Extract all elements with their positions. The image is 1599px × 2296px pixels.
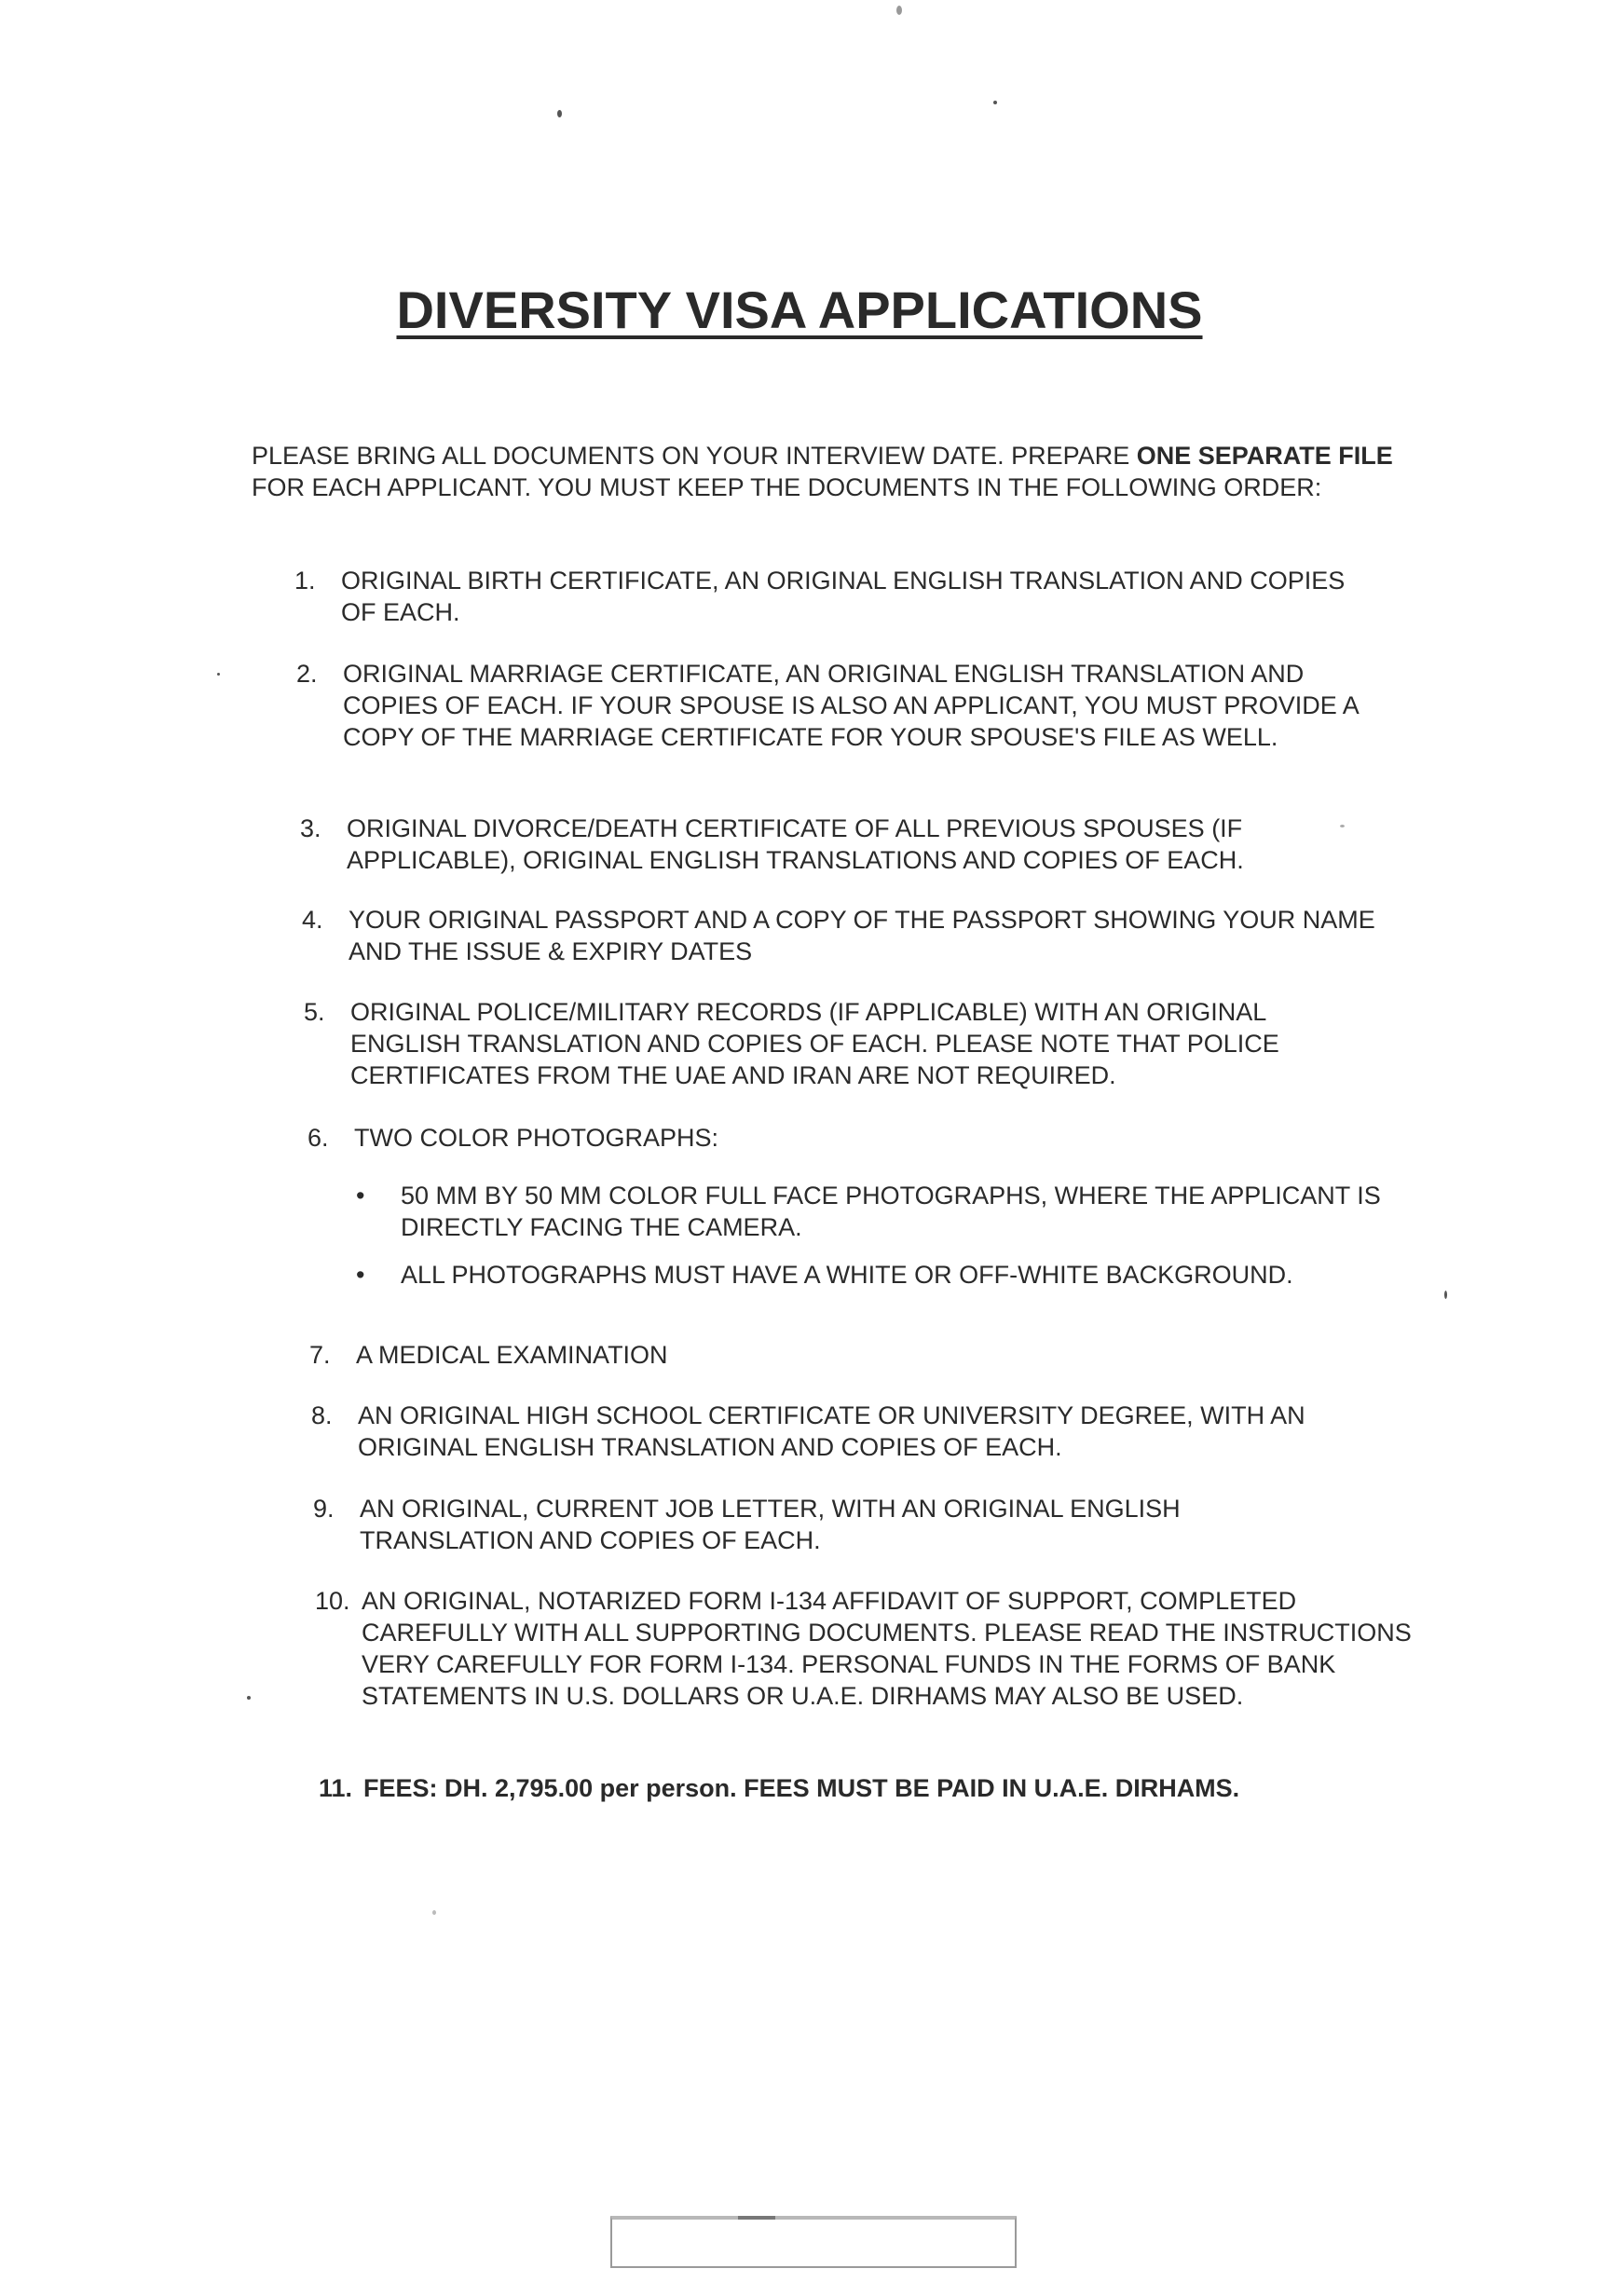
item-text: FEES: DH. 2,795.00 per person. FEES MUST BE PAID IN U.A.E. DIRHAMS. xyxy=(363,1774,1240,1802)
scan-speck xyxy=(432,1910,436,1915)
bullet-item xyxy=(356,1259,1407,1291)
list-item xyxy=(302,904,1401,967)
page-title: DIVERSITY VISA APPLICATIONS xyxy=(396,280,1203,339)
list-item xyxy=(308,1122,1360,1154)
item-text: AN ORIGINAL, CURRENT JOB LETTER, WITH AN ORIGINAL ENGLISH TRANSLATION AND COPIES OF EACH. xyxy=(360,1495,1181,1554)
list-item xyxy=(296,658,1396,753)
bullet-item xyxy=(356,1180,1407,1243)
item-number: 10. xyxy=(315,1587,350,1615)
bullet-text: 50 MM BY 50 MM COLOR FULL FACE PHOTOGRAPHS, WHERE THE APPLICANT IS DIRECTLY FACING THE CAMERA. xyxy=(401,1182,1381,1241)
item-text: A MEDICAL EXAMINATION xyxy=(356,1341,668,1369)
bullet-text: ALL PHOTOGRAPHS MUST HAVE A WHITE OR OFF-WHITE BACKGROUND. xyxy=(401,1261,1293,1289)
bullet-marker: • xyxy=(356,1182,365,1210)
item-text: ORIGINAL DIVORCE/DEATH CERTIFICATE OF ALL PREVIOUS SPOUSES (IF APPLICABLE), ORIGINAL ENGLISH TRANSLATIONS AND COPIES OF EACH. xyxy=(347,814,1244,874)
list-item xyxy=(304,996,1366,1091)
scan-speck xyxy=(247,1696,251,1700)
item-number: 6. xyxy=(308,1124,329,1152)
item-number: 8. xyxy=(311,1401,333,1429)
item-text: ORIGINAL BIRTH CERTIFICATE, AN ORIGINAL ENGLISH TRANSLATION AND COPIES OF EACH. xyxy=(341,567,1346,626)
emphasis-one: ONE xyxy=(1136,442,1192,470)
item-text: AN ORIGINAL, NOTARIZED FORM I-134 AFFIDAVIT OF SUPPORT, COMPLETED CAREFULLY WITH ALL SUPPORTING DOCUMENTS. PLEASE READ THE INSTRUCTIONS VERY CAREFULLY FOR FORM I-134. PERSONAL FUNDS IN THE FORMS OF BANK STATEMENTS IN U.S. DOLLARS OR U.A.E. DIRHAMS MAY ALSO BE USED. xyxy=(362,1587,1412,1710)
list-item-fees xyxy=(319,1772,1416,1804)
item-number: 4. xyxy=(302,906,323,934)
item-number: 2. xyxy=(296,660,318,688)
scan-speck xyxy=(557,110,562,117)
item-number: 11. xyxy=(319,1774,353,1802)
scan-speck xyxy=(896,6,902,15)
item-text: ORIGINAL POLICE/MILITARY RECORDS (IF APPLICABLE) WITH AN ORIGINAL ENGLISH TRANSLATION AND COPIES OF EACH. PLEASE NOTE THAT POLICE CERTIFICATES FROM THE UAE AND IRAN ARE NOT REQUIRED. xyxy=(350,998,1279,1089)
item-text: TWO COLOR PHOTOGRAPHS: xyxy=(354,1124,719,1152)
item-number: 3. xyxy=(300,814,321,842)
list-item xyxy=(300,813,1353,876)
list-item xyxy=(315,1585,1414,1712)
scan-speck xyxy=(993,101,997,104)
item-number: 1. xyxy=(294,567,316,594)
item-number: 5. xyxy=(304,998,325,1026)
item-text: ORIGINAL MARRIAGE CERTIFICATE, AN ORIGINAL ENGLISH TRANSLATION AND COPIES OF EACH. IF YOUR SPOUSE IS ALSO AN APPLICANT, YOU MUST PROVIDE A COPY OF THE MARRIAGE CERTIFICATE FOR YOUR SPOUSE'S FILE AS WELL. xyxy=(343,660,1359,751)
bullet-marker: • xyxy=(356,1261,365,1289)
scan-speck xyxy=(1444,1291,1447,1299)
scan-speck xyxy=(1340,825,1345,827)
emphasis-separate-file: SEPARATE FILE xyxy=(1197,442,1393,470)
item-number: 9. xyxy=(313,1495,335,1523)
footer-box xyxy=(610,2216,1017,2268)
intro-paragraph: PLEASE BRING ALL DOCUMENTS ON YOUR INTERVIEW DATE. PREPARE ONE SEPARATE FILE FOR EACH APPLICANT. YOU MUST KEEP THE DOCUMENTS IN THE FOLLOWING ORDER: xyxy=(252,442,1393,501)
list-item xyxy=(311,1400,1392,1463)
list-item xyxy=(294,565,1347,628)
item-text: YOUR ORIGINAL PASSPORT AND A COPY OF THE PASSPORT SHOWING YOUR NAME AND THE ISSUE & EXPIRY DATES xyxy=(348,906,1375,965)
footer-tab xyxy=(738,2216,775,2220)
item-number: 7. xyxy=(309,1341,331,1369)
list-item xyxy=(313,1493,1301,1556)
scan-speck xyxy=(217,673,220,676)
list-item xyxy=(309,1339,1362,1371)
item-text: AN ORIGINAL HIGH SCHOOL CERTIFICATE OR UNIVERSITY DEGREE, WITH AN ORIGINAL ENGLISH TRANSLATION AND COPIES OF EACH. xyxy=(358,1401,1305,1461)
